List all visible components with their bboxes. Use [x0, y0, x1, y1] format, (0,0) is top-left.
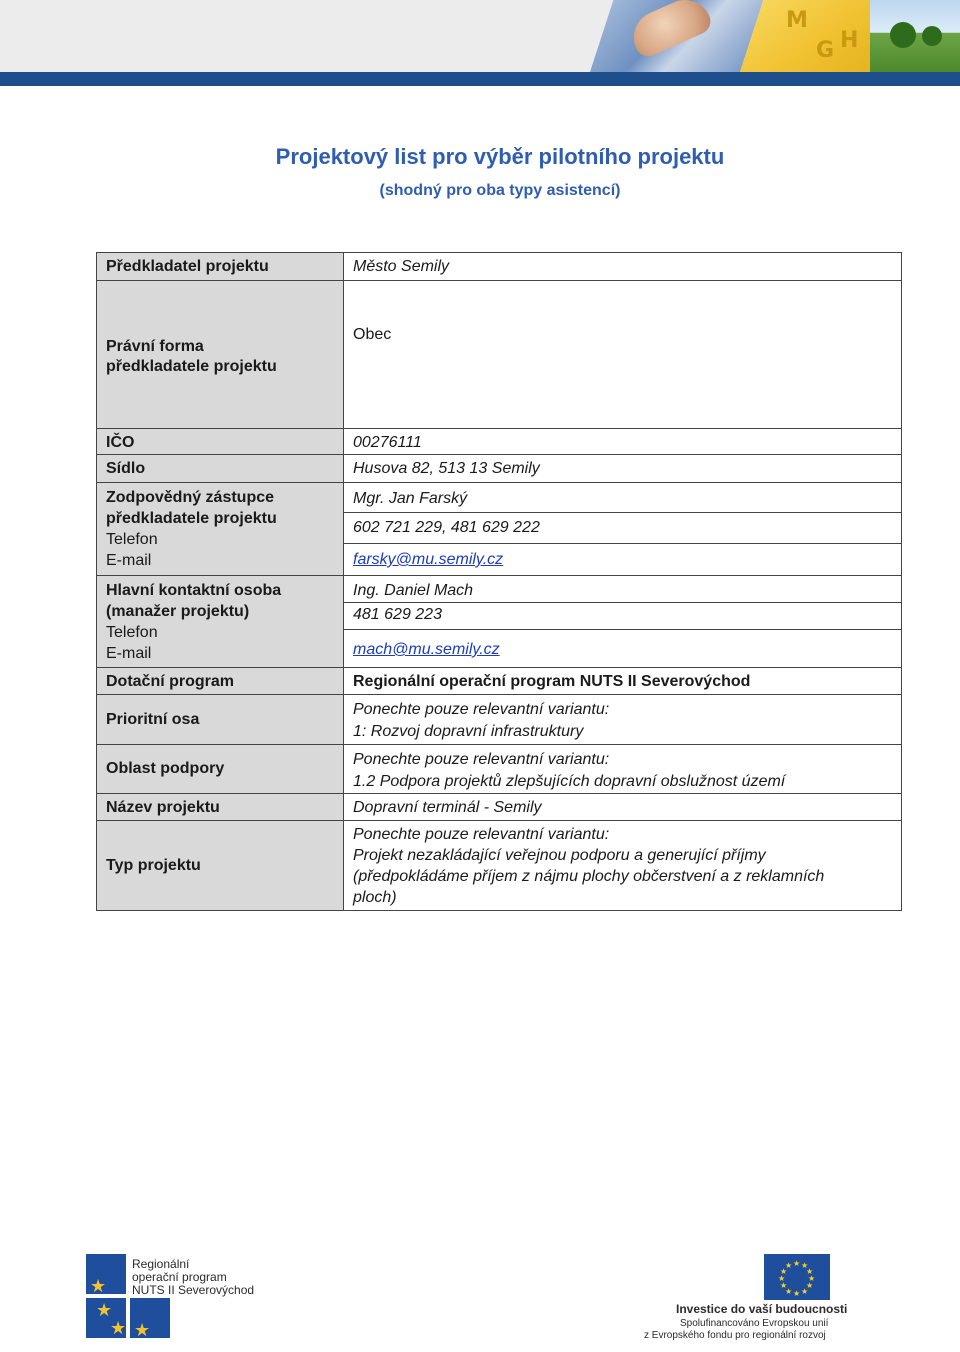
prioritni-osa-hint: Ponechte pouze relevantní variantu: [353, 701, 610, 718]
eu-logo [640, 1254, 848, 1344]
rop-logo-line: NUTS II Severovýchod [132, 1283, 255, 1297]
zastupce-telefon-label: Telefon [106, 531, 158, 548]
letter-tile-decoration: G [816, 38, 835, 63]
dotacni-program-value: Regionální operační program NUTS II Severovýchod [344, 668, 902, 695]
zastupce-label [97, 483, 344, 576]
nazev-projektu-label: Název projektu [97, 794, 344, 821]
typ-projektu-value-line: Projekt nezakládající veřejnou podporu a generující příjmy [353, 847, 766, 864]
table-row [97, 576, 902, 668]
star-icon: ★ [785, 1287, 793, 1296]
page-title: Projektový list pro výběr pilotního projektu [275, 144, 725, 169]
table-row [97, 821, 902, 911]
zastupce-label-line: Zodpovědný zástupce [106, 489, 275, 506]
typ-projektu-label: Typ projektu [97, 821, 344, 911]
star-icon: ★ [793, 1259, 801, 1268]
rop-logo [86, 1254, 256, 1344]
oblast-podpory-value: 1.2 Podpora projektů zlepšujících dopravní obslužnost území [353, 773, 786, 790]
kontakt-telefon-label: Telefon [106, 624, 158, 641]
kontakt-values [344, 576, 902, 668]
tree-decoration [890, 22, 916, 48]
zastupce-email-cell [344, 544, 901, 574]
tree-decoration [922, 26, 942, 46]
zastupce-values [344, 483, 902, 576]
rop-logo-line: Regionální [132, 1257, 190, 1271]
predkladatel-label: Předkladatel projektu [97, 253, 344, 281]
zastupce-name: Mgr. Jan Farský [344, 483, 901, 513]
table-row [97, 253, 902, 281]
star-icon: ★ [110, 1318, 127, 1339]
letter-tile-decoration: M [786, 8, 808, 33]
star-icon: ★ [780, 1281, 788, 1290]
star-icon: ★ [793, 1289, 801, 1298]
zastupce-label-line: předkladatele projektu [106, 510, 277, 527]
kontakt-telefon: 481 629 223 [344, 603, 901, 630]
pravni-forma-label-line: předkladatele projektu [106, 357, 277, 375]
table-row [97, 429, 902, 455]
sidlo-value: Husova 82, 513 13 Semily [344, 455, 902, 483]
star-icon: ★ [134, 1320, 151, 1341]
header-photo-banner [590, 0, 960, 72]
oblast-podpory-label: Oblast podpory [97, 745, 344, 794]
kontakt-name: Ing. Daniel Mach [344, 576, 901, 603]
star-icon: ★ [806, 1267, 814, 1276]
page-subtitle: (shodný pro oba typy asistencí) [379, 182, 621, 199]
star-icon: ★ [801, 1261, 809, 1270]
pravni-forma-value: Obec [344, 281, 902, 429]
table-row [97, 281, 902, 429]
rop-logo-text [132, 1258, 254, 1297]
star-icon: ★ [808, 1274, 816, 1283]
zastupce-email-label: E-mail [106, 552, 152, 569]
eu-logo-line: z Evropského fondu pro regionální rozvoj [644, 1330, 826, 1341]
star-icon: ★ [801, 1287, 809, 1296]
star-icon: ★ [96, 1300, 113, 1321]
table-row [97, 455, 902, 483]
star-icon: ★ [785, 1261, 793, 1270]
pravni-forma-label-line: Právní forma [106, 337, 204, 355]
table-row [97, 483, 902, 576]
sidlo-label: Sídlo [97, 455, 344, 483]
star-icon: ★ [90, 1276, 107, 1297]
table-row [97, 668, 902, 695]
prioritni-osa-value: 1: Rozvoj dopravní infrastruktury [353, 723, 584, 740]
typ-projektu-value-line: ploch) [353, 889, 397, 906]
landscape-photo [870, 0, 960, 72]
kontakt-label-line: Hlavní kontaktní osoba [106, 582, 282, 599]
table-row [97, 794, 902, 821]
zastupce-telefon: 602 721 229, 481 629 222 [344, 513, 901, 544]
kontakt-email-cell [344, 630, 901, 667]
eu-logo-line: Spolufinancováno Evropskou unií [680, 1318, 829, 1329]
oblast-podpory-hint: Ponechte pouze relevantní variantu: [353, 751, 610, 768]
table-row [97, 695, 902, 745]
eu-logo-slogan: Investice do vaší budoucnosti [676, 1302, 848, 1316]
typ-projektu-hint: Ponechte pouze relevantní variantu: [353, 826, 610, 843]
letter-tile-decoration: H [840, 28, 859, 53]
pravni-forma-label [97, 281, 344, 429]
kontakt-label [97, 576, 344, 668]
kontakt-email-label: E-mail [106, 645, 152, 662]
prioritni-osa-values [344, 695, 902, 745]
rop-logo-line: operační program [132, 1270, 227, 1284]
eu-flag-icon [764, 1254, 830, 1300]
table-row [97, 745, 902, 794]
star-icon: ★ [806, 1281, 814, 1290]
typ-projektu-values [344, 821, 902, 911]
ico-label: IČO [97, 429, 344, 455]
star-icon: ★ [780, 1267, 788, 1276]
typ-projektu-value-line: (předpokládáme příjem z nájmu plochy občerstvení a z reklamních [353, 868, 825, 885]
ico-value: 00276111 [344, 429, 902, 455]
project-form-table [96, 252, 902, 911]
nazev-projektu-value: Dopravní terminál - Semily [344, 794, 902, 821]
oblast-podpory-values [344, 745, 902, 794]
star-icon: ★ [778, 1274, 786, 1283]
prioritni-osa-label: Prioritní osa [97, 695, 344, 745]
kontakt-label-line: (manažer projektu) [106, 603, 250, 620]
dotacni-program-label: Dotační program [97, 668, 344, 695]
predkladatel-value: Město Semily [344, 253, 902, 281]
zastupce-email-link[interactable]: farsky@mu.semily.cz [353, 551, 504, 568]
header-stripe [0, 72, 960, 86]
kontakt-email-link[interactable]: mach@mu.semily.cz [353, 641, 500, 658]
